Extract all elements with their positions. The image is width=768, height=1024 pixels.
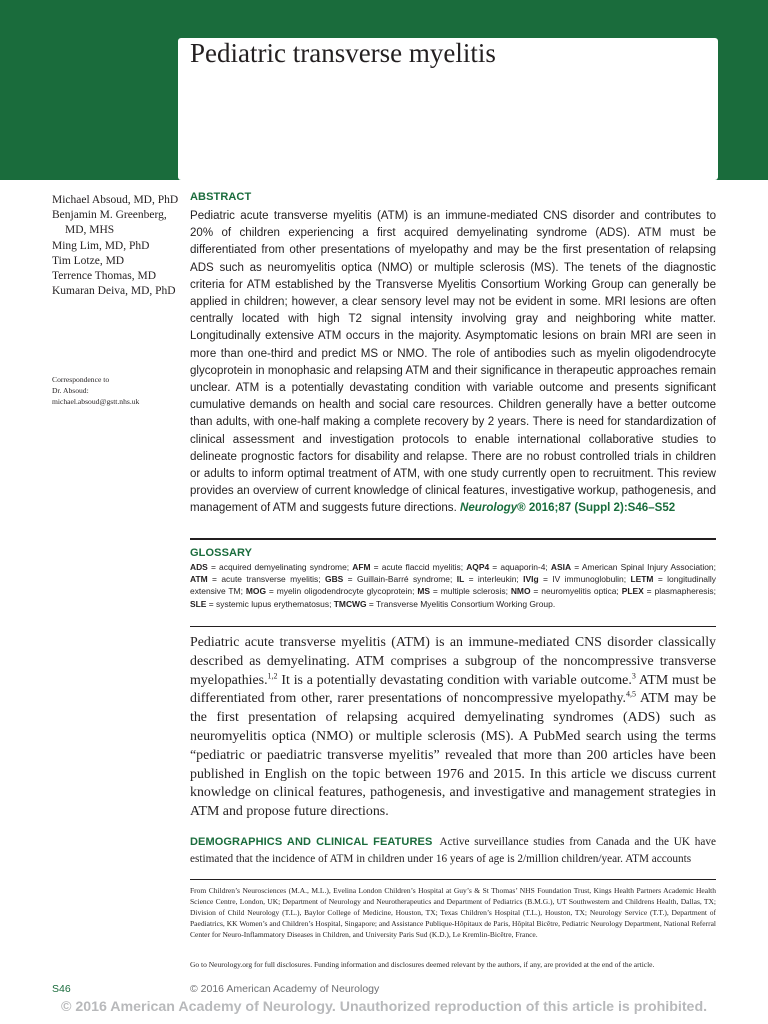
glossary-definition: neuromyelitis optica [541, 586, 617, 597]
glossary-entry: LETM = longitudinally extensive TM [190, 574, 716, 597]
glossary-definition: interleukin [477, 574, 517, 585]
author-name: Kumaran Deiva, MD, PhD [52, 285, 176, 298]
correspondence [52, 375, 182, 407]
glossary-entry: IVIg = IV immunoglobulin [523, 574, 624, 585]
article-title: Pediatric transverse myelitis [190, 38, 496, 68]
glossary-definition: systemic lupus erythematosus [216, 598, 330, 609]
demographics-heading: DEMOGRAPHICS AND CLINICAL FEATURES [190, 836, 433, 848]
intro-text: It is a potentially devastating condition with variable outcome. [277, 672, 632, 688]
section-divider [190, 626, 716, 627]
glossary-abbr: SLE [190, 598, 207, 609]
glossary-abbr: LETM [630, 574, 654, 585]
glossary-abbr: ADS [190, 562, 208, 572]
journal-name: Neurology [460, 502, 518, 515]
glossary-definition: acute transverse myelitis [221, 574, 319, 585]
author-name: Ming Lim, MD, PhD [52, 239, 150, 252]
intro-paragraph [190, 634, 716, 822]
copyright-watermark: © 2016 American Academy of Neurology. Unauthorized reproduction of this article is prohibited. [60, 999, 708, 1015]
glossary-entry: TMCWG = Transverse Myelitis Consortium Working Group [333, 598, 553, 609]
glossary-abbr: AQP4 [466, 562, 490, 572]
intro-text: ATM may be the first presentation of relapsing acquired demyelinating syndromes (ADS) such as neuromyelitis optica (NMO) or multiple sclerosis (MS). A PubMed search using the terms “pediatric or paediatric transverse myelitis” revealed that more than 200 articles have been published in English on the topic between 1976 and 2015. In this article we discuss current knowledge on clinical features, pathogenesis, and investigative and management strategies in ATM and propose future directions. [190, 691, 716, 820]
glossary-definition: longitudinally extensive TM [190, 574, 716, 597]
glossary-definition: aquaporin-4 [500, 562, 546, 572]
author-name: Terrence Thomas, MD [52, 270, 157, 283]
glossary-entry: AFM = acute flaccid myelitis [352, 562, 461, 572]
demographics-paragraph [190, 834, 716, 868]
glossary-abbr: MOG [245, 586, 267, 597]
author-name: Michael Absoud, MD, PhD [52, 194, 179, 206]
abstract-heading: ABSTRACT [190, 191, 252, 203]
glossary-entry: MOG = myelin oligodendrocyte glycoprotein [245, 586, 413, 597]
glossary-definition: myelin oligodendrocyte glycoprotein [276, 586, 413, 597]
glossary-abbr: TMCWG [333, 598, 367, 609]
correspondence-email[interactable]: michael.absoud@gstt.nhs.uk [52, 396, 140, 406]
reference[interactable]: 1,2 [267, 670, 278, 680]
title-card [178, 38, 718, 180]
copyright: © 2016 American Academy of Neurology [190, 983, 380, 995]
page-number: S46 [52, 983, 71, 995]
intro-text: ATM must be differentiated from other, rarer presentations of noncompressive myelopathy. [190, 672, 716, 707]
glossary-heading: GLOSSARY [190, 547, 253, 559]
glossary-definition: plasmapheresis [654, 586, 714, 597]
correspondence-name: Dr. Absoud: [52, 385, 89, 395]
glossary-definition: American Spinal Injury Association [581, 562, 714, 572]
reference[interactable]: 3 [631, 670, 636, 680]
glossary-abbr: ATM [190, 574, 208, 585]
glossary-entry: AQP4 = aquaporin-4 [466, 562, 546, 572]
glossary-abbr: IVIg [523, 574, 539, 585]
intro-text: Pediatric acute transverse myelitis (ATM) is an immune-mediated CNS disorder classically described as demyelinating. ATM comprises a subgroup of the noncompressive transverse myelopathies. [190, 635, 716, 688]
disclosure-note: Go to Neurology.org for full disclosures. Funding information and disclosures deemed relevant by the authors, if any, are provided at the end of the article. [190, 960, 655, 969]
glossary-entry: ATM = acute transverse myelitis [190, 574, 319, 585]
glossary-entry: ADS = acquired demyelinating syndrome [190, 562, 347, 572]
demographics-text: Active surveillance studies from Canada and the UK have estimated that the incidence of ATM in children under 16 years of age is 2/million children/year. ATM accounts [190, 836, 716, 865]
citation-detail: ® 2016;87 (Suppl 2):S46–S52 [517, 502, 676, 515]
abstract-text [190, 208, 716, 518]
glossary-entry: NMO = neuromyelitis optica [510, 586, 617, 597]
glossary-abbr: MS [417, 586, 430, 597]
section-divider [190, 538, 716, 540]
footnote-divider [190, 879, 716, 880]
glossary-definition: acute flaccid myelitis [381, 562, 461, 572]
glossary-entry: GBS = Guillain-Barré syndrome [325, 574, 450, 585]
author-name: Benjamin M. Greenberg, MD, MHS [52, 209, 167, 237]
glossary-list: ADS = acquired demyelinating syndrome; AFM = acute flaccid myelitis; AQP4 = aquaporin-4; ASIA = American Spinal Injury Association; ATM = acute transverse myelitis; GBS = Guillain-Barré syndrome; IL = interleukin; IVIg = IV immunoglobulin; LETM = longitudinally extensive TM; MOG = myelin oligodendrocyte glycoprotein; MS = multiple sclerosis; NMO = neuromyelitis optica; PLEX = plasmapheresis; SLE = systemic lupus erythematosus; TMCWG = Transverse Myelitis Consortium Working Group. [190, 562, 716, 609]
author-list [52, 193, 180, 299]
glossary-abbr: AFM [352, 562, 371, 572]
glossary-definition: Guillain-Barré syndrome [356, 574, 450, 585]
glossary-definition: Transverse Myelitis Consortium Working Group [376, 598, 553, 609]
glossary-abbr: NMO [510, 586, 531, 597]
glossary-definition: acquired demyelinating syndrome [219, 562, 347, 572]
reference[interactable]: 4,5 [626, 689, 637, 699]
glossary-entry: ASIA = American Spinal Injury Association [550, 562, 714, 572]
glossary-abbr: PLEX [621, 586, 644, 597]
glossary-abbr: ASIA [550, 562, 572, 572]
affiliations-footnote: From Children’s Neurosciences (M.A., M.L.), Evelina London Children’s Hospital at Guy’s & St Thomas’ NHS Foundation Trust, Kings Health Partners Academic Health Science Centre, London, UK; Department of Neurology and Neurotherapeutics and Department of Pediatrics (B.M.G.), UT Southwestern and Childrens Health, Dallas, TX; Division of Child Neurology (T.L.), Baylor College of Medicine, Houston, TX; Texas Children’s Hospital (T.L.), Houston, TX; Neurology Service (T.T.), Department of Paediatrics, KK Women’s and Children’s Hospital, Singapore; and Assistance Publique-Hôpitaux de Paris, Hôpital Bicêtre, Pediatric Neurology Department, National Referral Center for Neuro-Inflammatory Diseases in Children, and University Paris Sud (K.D.), Le Kremlin-Bicêtre, France. [190, 886, 716, 940]
glossary-entry: IL = interleukin [456, 574, 517, 585]
author-name: Tim Lotze, MD [52, 254, 125, 267]
glossary-entry: MS = multiple sclerosis [417, 586, 506, 597]
glossary-entry: PLEX = plasmapheresis [621, 586, 714, 597]
glossary-definition: IV immunoglobulin [552, 574, 624, 585]
citation[interactable] [460, 502, 675, 514]
correspondence-label: Correspondence to [52, 375, 110, 384]
abstract-body: Pediatric acute transverse myelitis (ATM) is an immune-mediated CNS disorder and contributes to 20% of children experiencing a first acquired demyelinating syndrome (ADS). ATM must be differentiated from other presentations of myelopathy and may be the first presentation of relapsing ADS such as neuromyelitis optica (NMO) or multiple sclerosis (MS). The tenets of the diagnostic criteria for ATM established by the Transverse Myelitis Consortium Working Group can generally be applied in children; however, a clear sensory level may not be evident in some. MRI lesions are often centrally located with high T2 signal intensity involving gray and neighboring white matter. Longitudinally extensive ATM occurs in the majority. Asymptomatic lesions on brain MRI are seen in more than one-third and predict MS or NMO. The role of antibodies such as myelin oligodendrocyte glycoprotein in monophasic and relapsing ATM and their significance in therapeutic approaches remain unclear. ATM is a potentially devastating condition with variable outcome and presents significant cumulative demands on health and social care resources. Children generally have a better outcome than adults, with one-half making a complete recovery by 2 years. There is need for standardization of clinical assessment and investigation protocols to enable international collaborative studies to delineate prognostic factors for disability and relapse. There are no robust controlled trials in children or adults to inform optimal treatment of ATM, with one study currently open to recruitment. This review provides an overview of current knowledge of clinical features, investigative workup, pathogenesis, and management of ATM and suggests future directions. [190, 210, 716, 515]
glossary-definition: multiple sclerosis [440, 586, 506, 597]
glossary-abbr: GBS [325, 574, 344, 585]
glossary-abbr: IL [456, 574, 465, 585]
glossary-entry: SLE = systemic lupus erythematosus [190, 598, 330, 609]
